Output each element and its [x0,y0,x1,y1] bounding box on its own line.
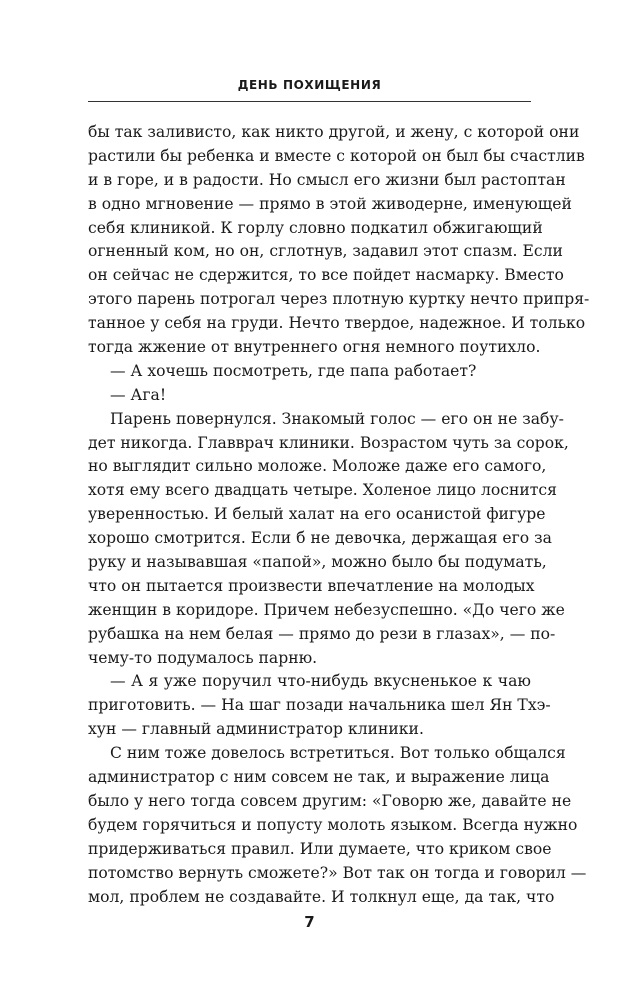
text-line: хун — главный администратор клиники. [88,720,424,739]
text-line: и в горе, и в радости. Но смысл его жизни был растоптан [88,170,566,189]
text-line: руку и называвшая «папой», можно было бы подумать, [88,553,547,572]
header-divider [88,101,531,102]
text-line: придерживаться правил. Или думаете, что криком свое [88,839,552,858]
text-line: — А я уже поручил что-нибудь вкусненькое к чаю [110,672,531,691]
text-line: будем горячиться и попусту молоть языком. Всегда нужно [88,815,578,834]
text-line: растили бы ребенка и вместе с которой он был бы счастлив [88,146,585,165]
text-line: хорошо смотрится. Если б не девочка, держащая его за [88,529,552,548]
text-line: женщин в коридоре. Причем небезуспешно. «До чего же [88,600,565,619]
text-line: потомство вернуть сможете?» Вот так он тогда и говорил — [88,863,587,882]
page-number: 7 [304,913,315,931]
text-line: себя клиникой. К горлу словно подкатил обжигающий [88,218,543,237]
text-line: приготовить. — На шаг позади начальника шел Ян Тхэ- [88,696,551,715]
text-line: танное у себя на груди. Нечто твердое, надежное. И только [88,314,586,333]
text-line: этого парень потрогал через плотную куртку нечто припря- [88,290,590,309]
text-line: что он пытается произвести впечатление на молодых [88,576,535,595]
text-line: — Ага! [110,385,167,404]
text-line: чему-то подумалось парню. [88,648,318,667]
text-line: огненный ком, но он, сглотнув, задавил этот спазм. Если [88,242,563,261]
text-line: в одно мгновение — прямо в этой живодерне, именующей [88,194,572,213]
text-line: уверенностью. И белый халат на его осанистой фигуре [88,505,546,524]
running-head-title: ДЕНЬ ПОХИЩЕНИЯ [237,78,382,92]
text-line: бы так заливисто, как никто другой, и жену, с которой они [88,123,580,141]
text-line: рубашка на нем белая — прямо до рези в глазах», — по- [88,624,556,643]
text-line: С ним тоже довелось встретиться. Вот только общался [110,744,566,763]
text-line: — А хочешь посмотреть, где папа работает? [110,361,477,380]
text-line: Парень повернулся. Знакомый голос — его он не забу- [110,409,564,428]
text-line: тогда жжение от внутреннего огня немного поутихло. [88,338,541,357]
text-line: но выглядит сильно моложе. Моложе даже его самого, [88,457,547,476]
text-line: хотя ему всего двадцать четыре. Холеное лицо лоснится [88,481,558,500]
text-line: дет никогда. Главврач клиники. Возрастом чуть за сорок, [88,433,569,452]
text-line: администратор с ним совсем не так, и выражение лица [88,768,550,787]
body-text [88,121,590,909]
text-line: мол, проблем не создавайте. И толкнул еще, да так, что [88,887,555,906]
text-line: он сейчас не сдержится, то все пойдет насмарку. Вместо [88,266,564,285]
text-line: было у него тогда совсем другим: «Говорю же, давайте не [88,791,572,810]
